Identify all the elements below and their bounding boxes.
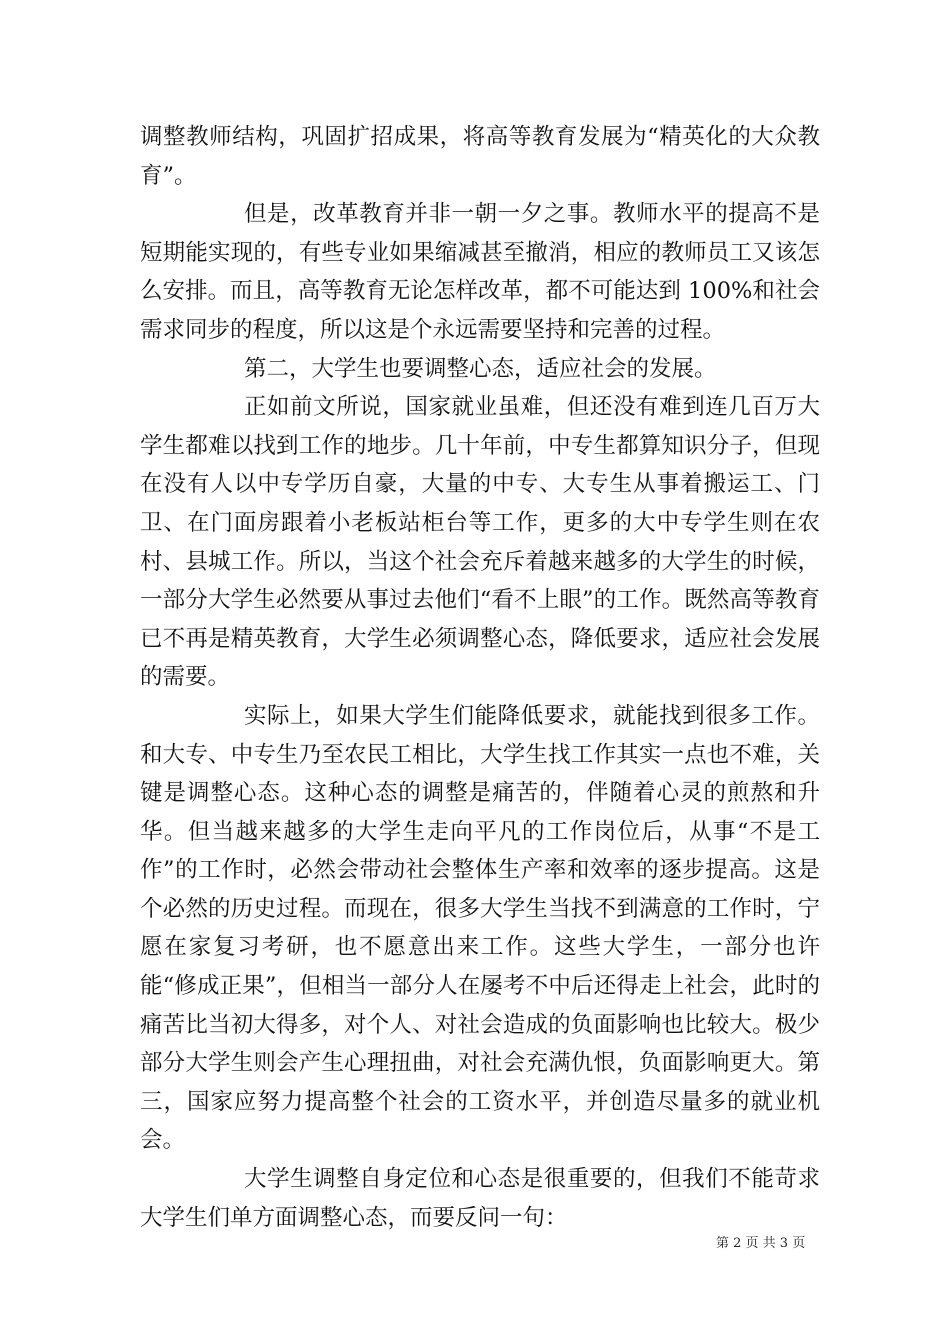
- paragraph-lower-expectations: 实际上，如果大学生们能降低要求，就能找到很多工作。和大专、中专生乃至农民工相比，大学生找工作其实一点也不难，关键是调整心态。这种心态的调整是痛苦的，伴随着心灵的煎熬和升华。但当越来越多的大学生走向平凡的工作岗位后，从事“不是工作”的工作时，必然会带动社会整体生产率和效率的逐步提高。这是个必然的历史过程。而现在，很多大学生当找不到满意的工作时，宁愿在家复习考研，也不愿意出来工作。这些大学生，一部分也许能“修成正果”，但相当一部分人在屡考不中后还得走上社会，此时的痛苦比当初大得多，对个人、对社会造成的负面影响也比较大。极少部分大学生则会产生心理扭曲，对社会充满仇恨，负面影响更大。第三，国家应努力提高整个社会的工资水平，并创造尽量多的就业机会。: [140, 702, 820, 1154]
- page-number-footer: 第 2 页 共 3 页: [716, 1236, 806, 1251]
- paragraph-closing-question: 大学生调整自身定位和心态是很重要的，但我们不能苛求大学生们单方面调整心态，而要反问一句：: [140, 1166, 820, 1231]
- paragraph-continuation: 调整教师结构，巩固扩招成果，将高等教育发展为“精英化的大众教育”。: [140, 124, 820, 189]
- paragraph-employment-situation: 正如前文所说，国家就业虽难，但还没有难到连几百万大学生都难以找到工作的地步。几十年前，中专生都算知识分子，但现在没有人以中专学历自豪，大量的中专、大专生从事着搬运工、门卫、在门面房跟着小老板站柜台等工作，更多的大中专学生则在农村、县城工作。所以，当这个社会充斥着越来越多的大学生的时候，一部分大学生必然要从事过去他们“看不上眼”的工作。既然高等教育已不再是精英教育，大学生必须调整心态，降低要求，适应社会发展的需要。: [140, 394, 820, 691]
- paragraph-reform-difficulty: 但是，改革教育并非一朝一夕之事。教师水平的提高不是短期能实现的，有些专业如果缩减甚至撤消，相应的教师员工又该怎么安排。而且，高等教育无论怎样改革，都不可能达到 100%和社会需求同步的程度，所以这是个永远需要坚持和完善的过程。: [140, 201, 820, 343]
- document-body: [140, 118, 820, 1237]
- paragraph-point-two-heading: 第二，大学生也要调整心态，适应社会的发展。: [244, 355, 717, 382]
